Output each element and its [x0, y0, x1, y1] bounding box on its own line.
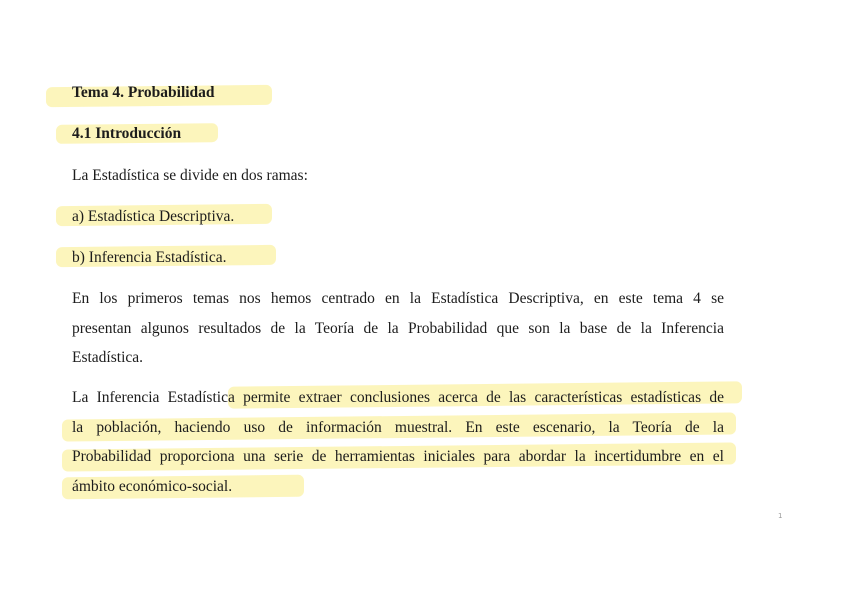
intro-text: La Estadística se divide en dos ramas: [72, 167, 308, 184]
paragraph-2-line: la población, haciendo uso de información muestral. En este escenario, la Teoría de la [72, 418, 724, 436]
branch-item-b: b) Inferencia Estadística. [72, 249, 227, 266]
paragraph-1 [72, 284, 724, 373]
page-number: 1 [778, 512, 783, 520]
section-heading: 4.1 Introducción [72, 125, 182, 142]
paragraph-1-line: presentan algunos resultados de la Teoría de la Probabilidad que son la base de la Inferencia [72, 319, 724, 337]
paragraph-2-line: La Inferencia Estadística permite extraer conclusiones acerca de las características estadísticas de [72, 389, 724, 406]
paragraph-2-line: Probabilidad proporciona una serie de herramientas iniciales para abordar la incertidumbre en el [72, 448, 724, 465]
paragraph-2 [72, 383, 724, 501]
paragraph-1-line: Estadística. [72, 349, 144, 366]
branch-item-a: a) Estadística Descriptiva. [72, 208, 235, 225]
document-title: Tema 4. Probabilidad [72, 84, 215, 101]
paragraph-2-line: ámbito económico-social. [72, 477, 233, 495]
paragraph-1-line: En los primeros temas nos hemos centrado en la Estadística Descriptiva, en este tema 4 se [72, 290, 724, 307]
